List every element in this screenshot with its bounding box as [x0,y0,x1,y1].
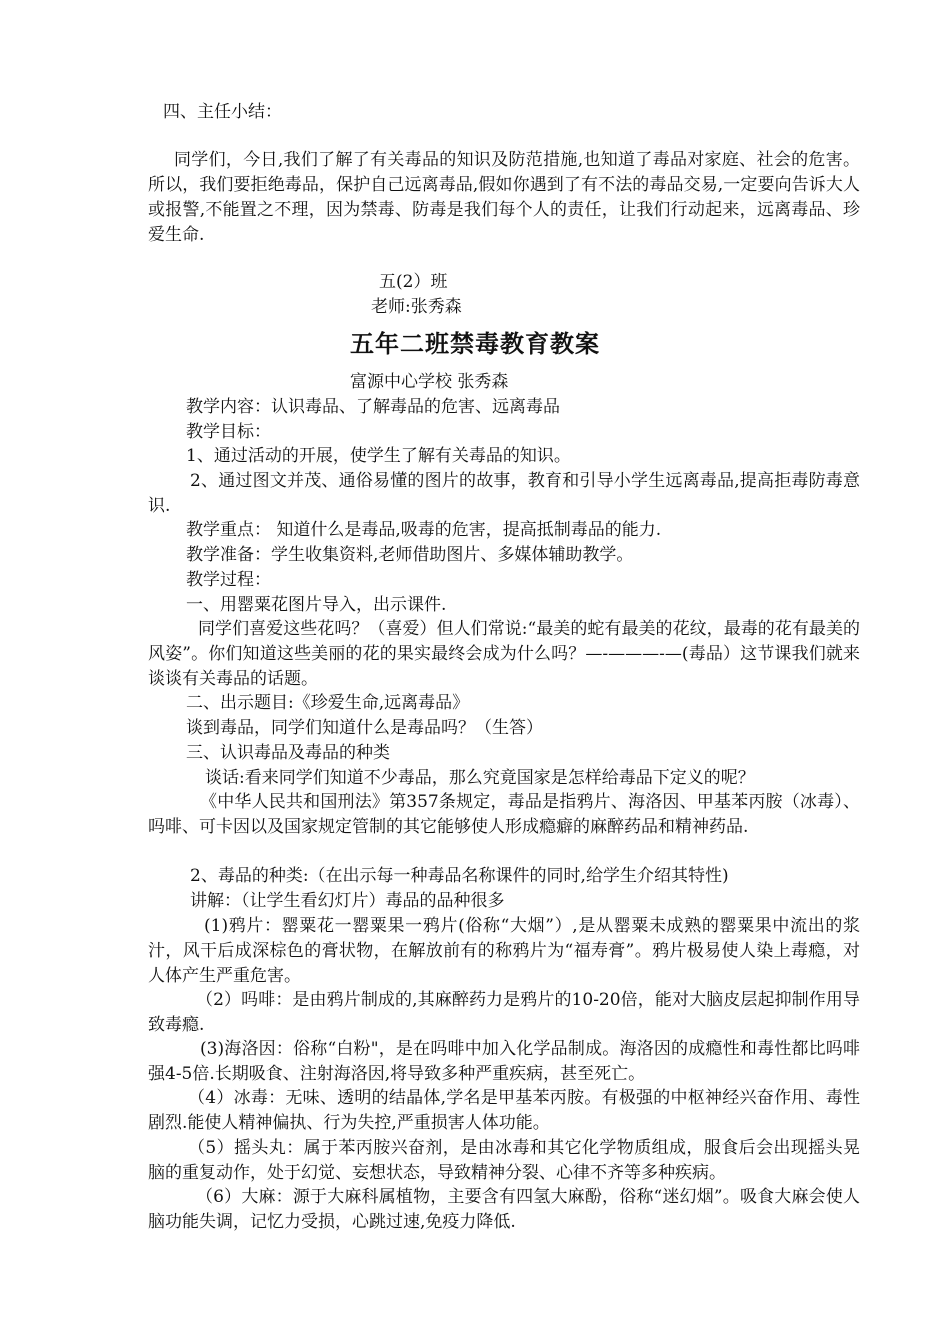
lesson-line: 教学准备：学生收集资料,老师借助图片、多媒体辅助教学。 [186,545,634,565]
lesson-line: 教学过程： [186,570,271,590]
lesson-line: （5）摇头丸：属于苯丙胺兴奋剂，是由冰毒和其它化学物质组成，服食后会出现摇头晃脑的重复动作，处于幻觉、妄想状态，导致精神分裂、心律不齐等多种疾病。 [148,1138,860,1183]
class-name: 五(2）班 [379,272,448,292]
lesson-line: 一、用罂粟花图片导入，出示课件. [186,595,447,615]
lesson-line: (1)鸦片：罂粟花一罂粟果一鸦片(俗称“大烟”）,是从罂粟未成熟的罂粟果中流出的浆汁，风干后成深棕色的膏状物，在解放前有的称鸦片为“福寿膏”。鸦片极易使人染上毒瘾，对人体产生严重危害。 [148,916,860,986]
summary-heading: 四、主任小结： [163,102,282,122]
lesson-line: 教学目标： [186,422,271,442]
lesson-line: 2、通过图文并茂、通俗易懂的图片的故事，教育和引导小学生远离毒品,提高拒毒防毒意识. [148,471,860,516]
lesson-line: 2、毒品的种类:（在出示每一种毒品名称课件的同时,给学生介绍其特性) [190,866,729,886]
lesson-line: 教学重点： 知道什么是毒品,吸毒的危害，提高抵制毒品的能力. [186,520,662,540]
lesson-line: 三、认识毒品及毒品的种类 [186,743,390,763]
lesson-line: 《中华人民共和国刑法》第357条规定，毒品是指鸦片、海洛因、甲基苯丙胺（冰毒）、吗啡、可卡因以及国家规定管制的其它能够使人形成瘾癖的麻醉药品和精神药品. [148,792,860,837]
teacher-name: 老师:张秀森 [371,297,462,317]
lesson-line: 同学们喜爱这些花吗？（喜爱）但人们常说:“最美的蛇有最美的花纹，最毒的花有最美的风姿”。你们知道这些美丽的花的果实最终会成为什么吗？—-———-—(毒品）这节课我们就来谈谈有关毒品的话题。 [148,619,860,689]
summary-paragraph: 同学们，今日,我们了解了有关毒品的知识及防范措施,也知道了毒品对家庭、社会的危害。所以，我们要拒绝毒品，保护自己远离毒品,假如你遇到了有不法的毒品交易,一定要向告诉大人或报警,不能置之不理，因为禁毒、防毒是我们每个人的责任，让我们行动起来，远离毒品、珍爱生命. [148,150,860,245]
lesson-line: （2）吗啡：是由鸦片制成的,其麻醉药力是鸦片的10-20倍，能对大脑皮层起抑制作用导致毒瘾. [148,990,860,1035]
lesson-line: 二、出示题目:《珍爱生命,远离毒品》 [186,693,470,713]
lesson-author: 富源中心学校 张秀森 [350,372,509,392]
lesson-line: (3)海洛因：俗称“白粉"，是在吗啡中加入化学品制成。海洛因的成瘾性和毒性都比吗啡强4-5倍.长期吸食、注射海洛因,将导致多种严重疾病，甚至死亡。 [148,1039,860,1084]
lesson-line: （4）冰毒：无味、透明的结晶体,学名是甲基苯丙胺。有极强的中枢神经兴奋作用、毒性剧烈.能使人精神偏执、行为失控,严重损害人体功能。 [148,1088,860,1133]
lesson-line: （6）大麻：源于大麻科属植物，主要含有四氢大麻酚，俗称“迷幻烟”。吸食大麻会使人脑功能失调，记忆力受损，心跳过速,免疫力降低. [148,1187,860,1232]
lesson-line: 1、通过活动的开展，使学生了解有关毒品的知识。 [186,446,571,466]
lesson-line: 讲解：（让学生看幻灯片）毒品的品种很多 [190,891,505,911]
lesson-line: 教学内容：认识毒品、了解毒品的危害、远离毒品 [186,397,560,417]
lesson-line: 谈到毒品，同学们知道什么是毒品吗？（生答） [186,718,543,738]
lesson-title: 五年二班禁毒教育教案 [350,330,600,358]
lesson-line: 谈话:看来同学们知道不少毒品，那么究竟国家是怎样给毒品下定义的呢？ [205,768,755,788]
